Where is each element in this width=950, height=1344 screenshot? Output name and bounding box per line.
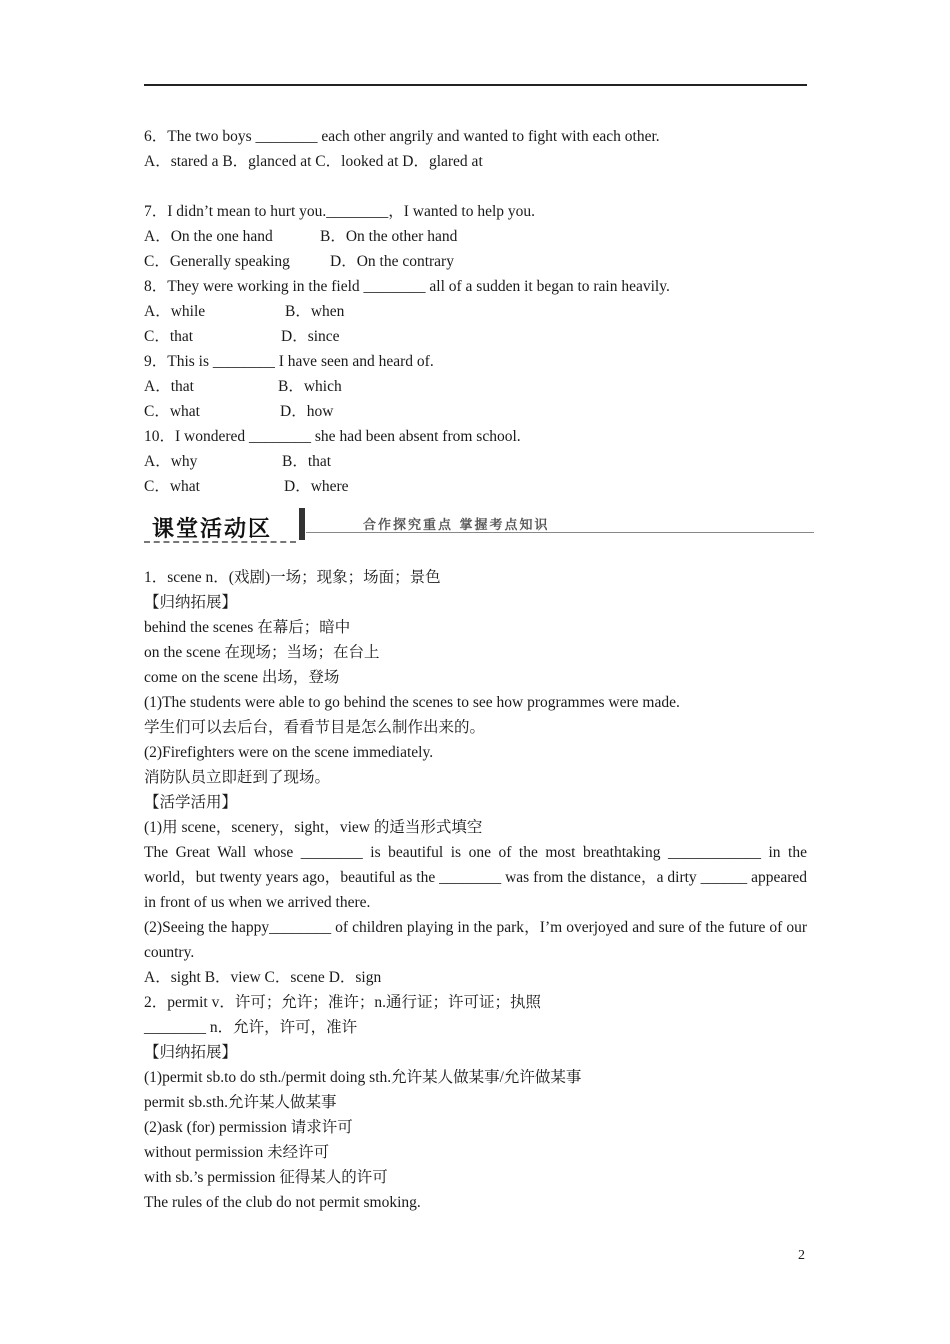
example-sentence: (1)The students were able to go behind the scenes to see how programmes were made. [144,694,680,711]
exercise-instruction: (1)用 scene，scenery，sight，view 的适当形式填空 [144,819,483,836]
exercise-paragraph: The Great Wall whose ________ is beautiful is one of the most breathtaking ____________ in the world，but twenty years ago，beautiful as the ________ was from the distance，a dirty ______ appeared in front of us when we arrived there. [144,844,807,911]
subsection-heading: 【归纳拓展】 [144,594,238,611]
phrase-line: permit sb.sth.允许某人做某事 [144,1094,337,1111]
section-subtitle: 合作探究重点 掌握考点知识 [363,518,550,533]
option: B．which [278,378,342,395]
option: C．what [144,478,200,495]
banner-divider-bar [299,508,305,540]
subsection-heading: 【归纳拓展】 [144,1044,238,1061]
option: D．how [280,403,334,420]
option: D．since [281,328,340,345]
example-sentence: (2)Firefighters were on the scene immediately. [144,744,434,761]
phrase-line: (1)permit sb.to do sth./permit doing sth.允许某人做某事/允许做某事 [144,1069,582,1086]
question-options: A．stared a B．glanced at C．looked at D．glared at [144,153,483,170]
options-row [144,374,807,399]
vocab-heading: 1．scene n．(戏剧)一场；现象；场面；景色 [144,569,441,586]
question-stem: 10．I wondered ________ she had been absent from school. [144,428,521,445]
phrase-line: without permission 未经许可 [144,1144,330,1161]
page-number: 2 [798,1248,805,1263]
option: A．that [144,378,194,395]
exercise-paragraph: (2)Seeing the happy________ of children playing in the park，I’m overjoyed and sure of the future of our country. [144,919,807,961]
example-sentence: The rules of the club do not permit smoking. [144,1194,421,1211]
phrase-line: (2)ask (for) permission 请求许可 [144,1119,353,1136]
option: A．On the one hand [144,228,273,245]
option: C．Generally speaking [144,253,290,270]
question-stem: 6．The two boys ________ each other angrily and wanted to fight with each other. [144,128,660,145]
phrase-line: behind the scenes 在幕后；暗中 [144,619,351,636]
header-rule [144,84,807,86]
section-title: 课堂活动区 [152,517,273,542]
question-stem: 9．This is ________ I have seen and heard of. [144,353,434,370]
section-banner [144,508,807,558]
question-options: A．sight B．view C．scene D．sign [144,969,382,986]
phrase-line: come on the scene 出场，登场 [144,669,340,686]
example-translation: 学生们可以去后台，看看节目是怎么制作出来的。 [144,719,486,736]
options-row [144,449,807,474]
options-row [144,474,807,499]
options-row [144,299,807,324]
phrase-line: on the scene 在现场；当场；在台上 [144,644,380,661]
option: B．On the other hand [320,228,458,245]
vocab-heading: 2．permit v．许可；允许；准许；n.通行证；许可证；执照 [144,994,541,1011]
page-content [144,124,807,1215]
example-translation: 消防队员立即赶到了现场。 [144,769,331,786]
options-row [144,324,807,349]
option: C．what [144,403,200,420]
option: D．On the contrary [330,253,454,270]
question-stem: 8．They were working in the field ________ all of a sudden it began to rain heavily. [144,278,670,295]
banner-dashed-underline [144,541,296,543]
question-stem: 7．I didn’t mean to hurt you.________，I wanted to help you. [144,203,536,220]
options-row [144,399,807,424]
option: A．while [144,303,206,320]
vocab-line: ________ n．允许，许可，准许 [144,1019,358,1036]
phrase-line: with sb.’s permission 征得某人的许可 [144,1169,388,1186]
options-row [144,249,807,274]
option: B．that [282,453,332,470]
option: C．that [144,328,194,345]
option: A．why [144,453,198,470]
subsection-heading: 【活学活用】 [144,794,238,811]
option: B．when [285,303,345,320]
option: D．where [284,478,349,495]
options-row [144,224,807,249]
